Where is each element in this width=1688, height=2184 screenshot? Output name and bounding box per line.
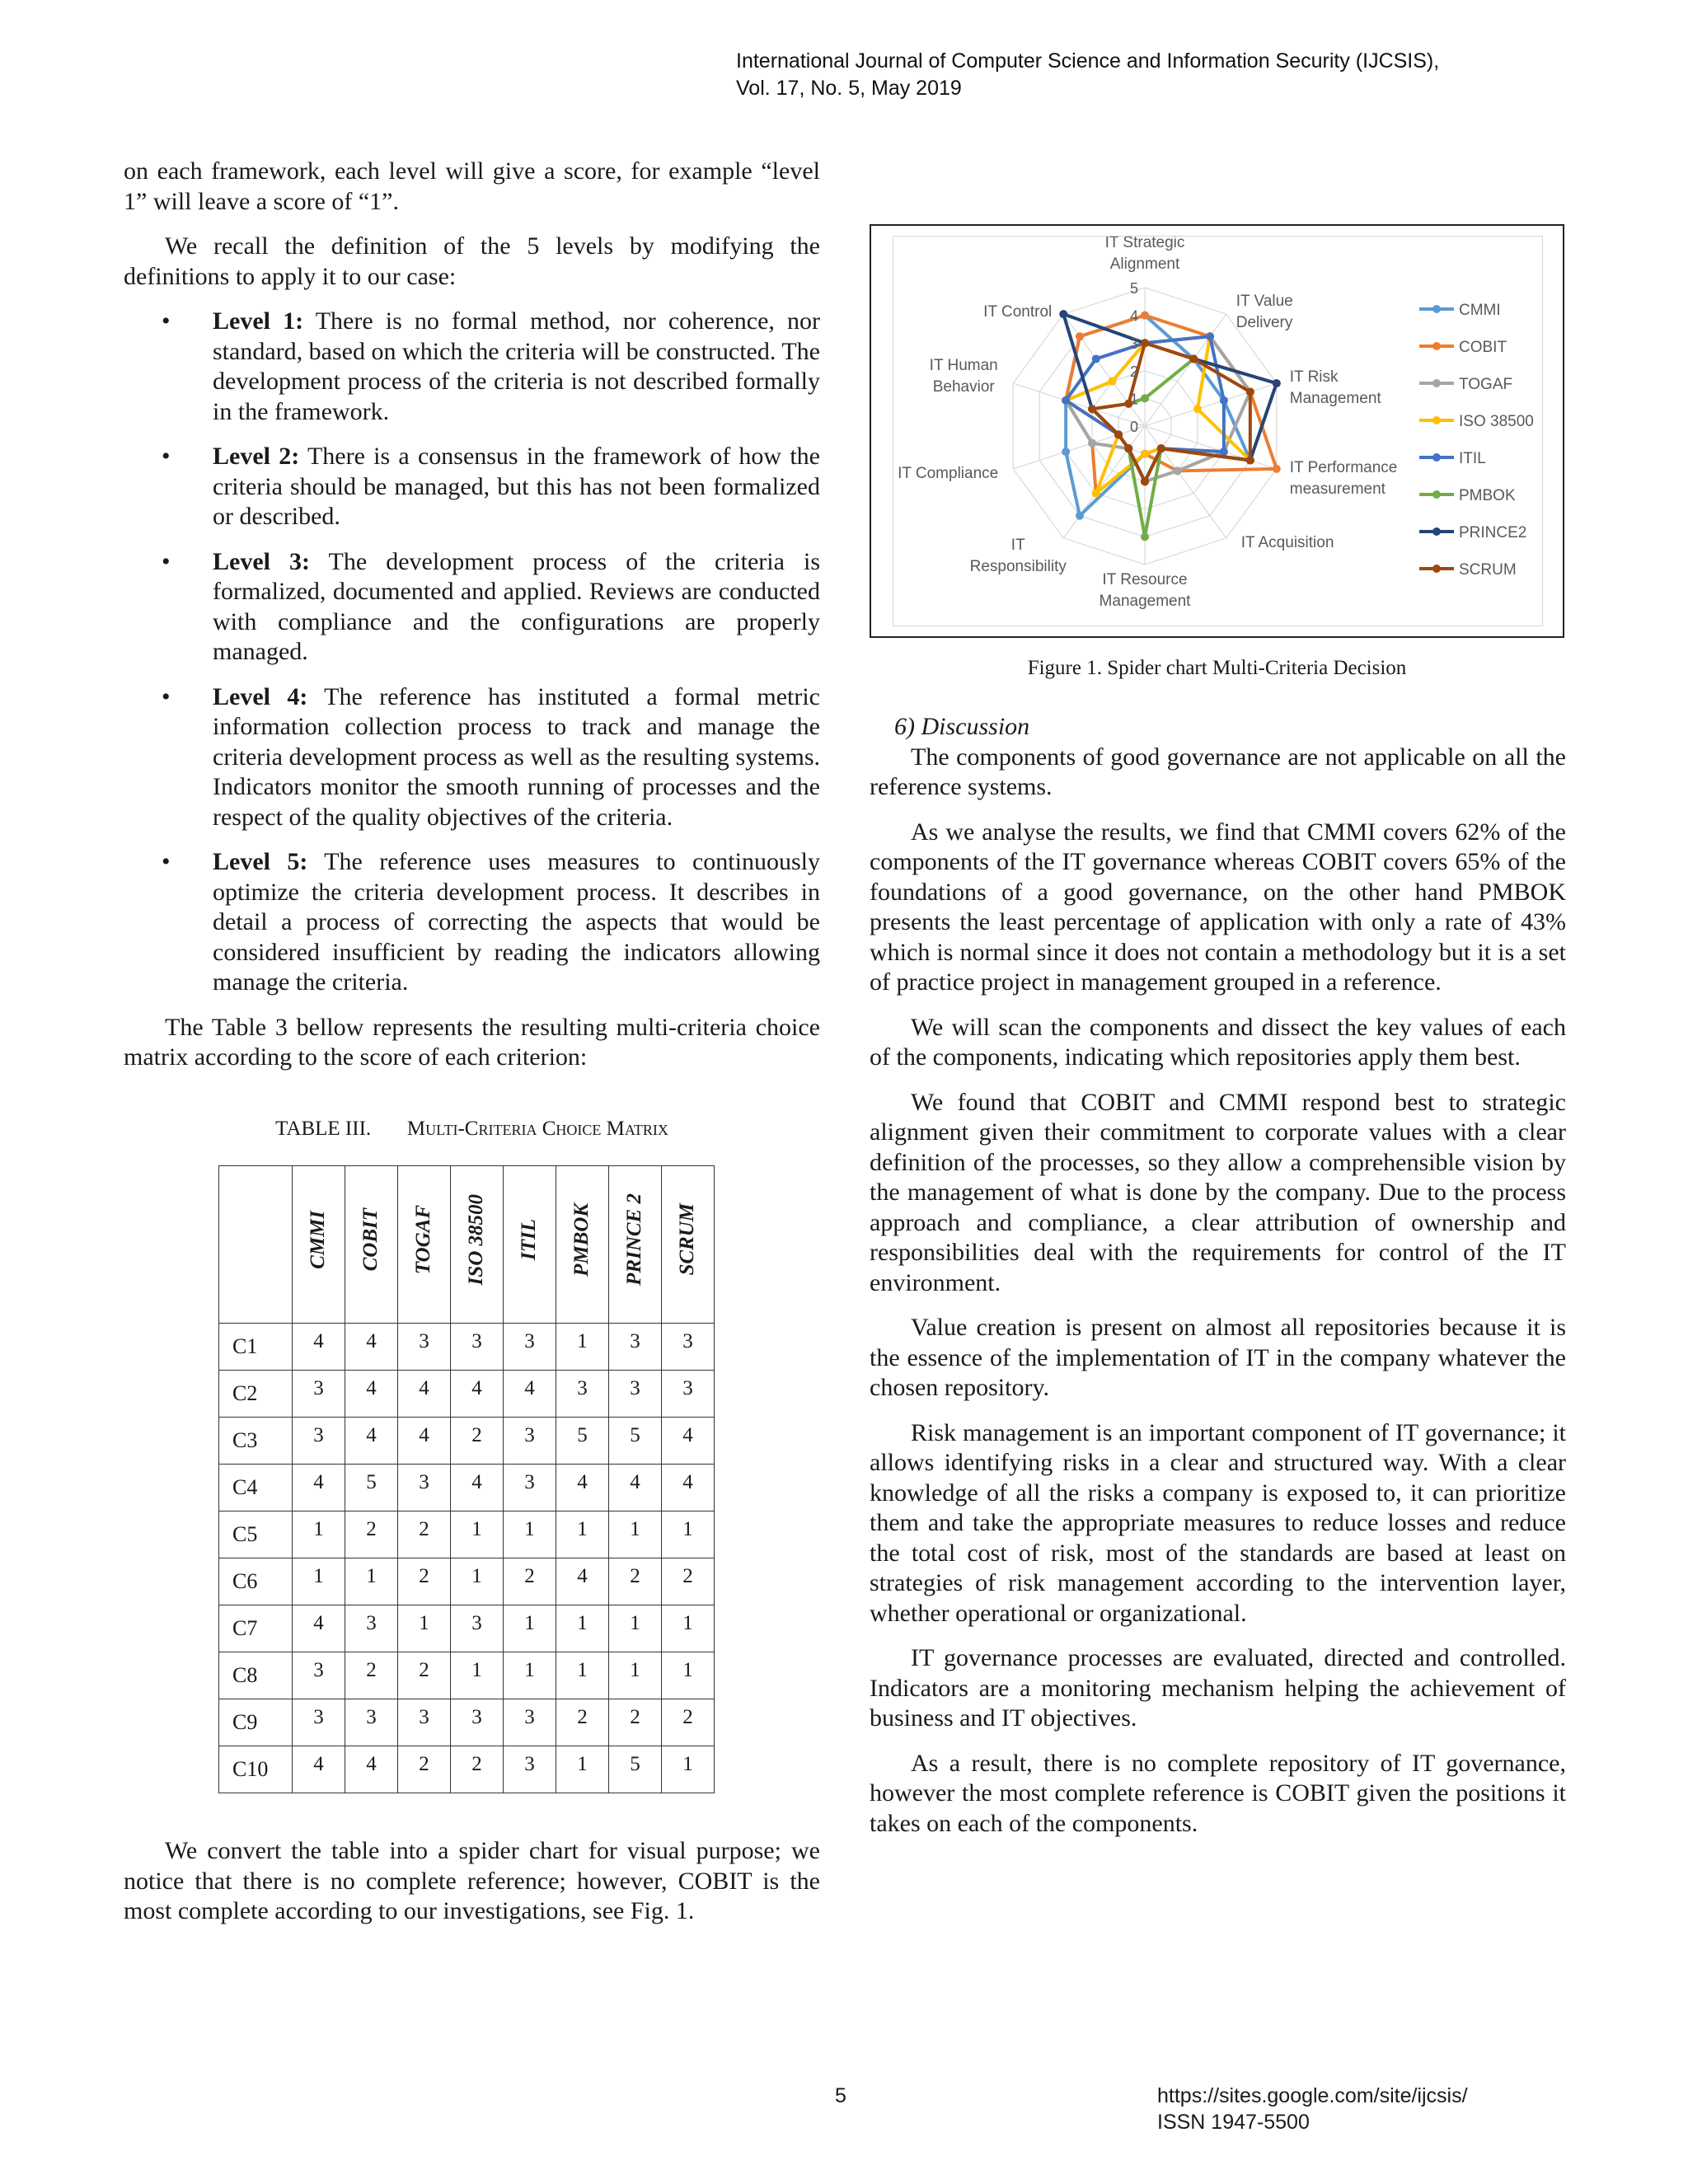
table-cell: 4 [293,1746,345,1793]
table-row [219,1324,715,1371]
table-cell: 4 [293,1465,345,1511]
table-cell: 1 [345,1558,398,1605]
table-cell: 1 [398,1605,451,1652]
paragraph: As we analyse the results, we find that CMMI covers 62% of the components of the IT governance whereas COBIT covers 65% of the foundations of a good governance, on the other hand PMBOK presents the least percentage of application with only a rate of 43% which is normal since it does not contain a methodology but it is a set of practice project in management grouped in a reference. [870,818,1566,996]
data-point [1141,532,1149,541]
table-cell: 2 [345,1652,398,1699]
table-row [219,1746,715,1793]
row-label: C10 [219,1746,293,1793]
legend-label: COBIT [1459,339,1507,356]
table-cell: 3 [451,1699,504,1746]
page-number: 5 [835,2084,846,2107]
level-label: Level 1: [213,307,304,335]
table-cell: 1 [609,1511,662,1558]
table-cell: 1 [662,1652,715,1699]
journal-title: International Journal of Computer Science and Information Security (IJCSIS), [736,49,1440,73]
legend-label: TOGAF [1459,376,1513,393]
table-cell: 1 [556,1605,609,1652]
table-cell: 1 [504,1652,556,1699]
table-cell: 5 [345,1465,398,1511]
table-cell: 4 [451,1465,504,1511]
row-label: C3 [219,1418,293,1465]
tick-label: 2 [1129,363,1138,380]
data-point [1141,394,1149,402]
tick-label: 0 [1129,419,1138,435]
table-cell: 1 [293,1558,345,1605]
series-line-scrum [1092,343,1250,481]
footer-issn: ISSN 1947-5500 [1157,2111,1310,2134]
table-cell: 5 [556,1418,609,1465]
figure-caption: Figure 1. Spider chart Multi-Criteria Decision [1027,657,1407,679]
axis-label: Behavior [932,378,995,396]
table-cell: 2 [504,1558,556,1605]
table-cell: 2 [345,1511,398,1558]
data-point [1193,405,1202,413]
table-cell: 4 [345,1746,398,1793]
data-point [1088,439,1096,448]
table-cell: 3 [293,1699,345,1746]
axis-label: IT Compliance [898,464,999,482]
table-cell: 3 [398,1699,451,1746]
journal-volume: Vol. 17, No. 5, May 2019 [736,77,962,100]
data-point [1109,377,1117,386]
table-cell: 1 [504,1605,556,1652]
legend-label: PMBOK [1459,487,1516,504]
data-point [1173,466,1181,475]
level-text: There is a consensus in the framework of how the criteria should be managed, but this has not been formalized or described. [213,443,820,530]
legend-marker [1432,379,1441,387]
list-item [124,547,820,668]
table-cell: 2 [398,1558,451,1605]
table-cell: 1 [662,1746,715,1793]
legend-label: SCRUM [1459,561,1517,579]
table-cell: 1 [451,1652,504,1699]
table-cell: 4 [398,1418,451,1465]
section-heading: 6) Discussion [894,713,1030,740]
paragraph: We recall the definition of the 5 levels by modifying the definitions to apply it to our case: [124,232,820,290]
legend-marker [1432,527,1441,536]
table-cell: 1 [293,1511,345,1558]
data-point [1076,332,1084,340]
journal-header [736,48,1439,102]
list-item [124,442,820,532]
data-point [1092,490,1100,498]
data-point [1220,448,1228,456]
axis-label: IT [1010,536,1025,554]
row-label: C8 [219,1652,293,1699]
table-cell: 1 [556,1324,609,1371]
data-point [1141,477,1149,485]
table-cell: 1 [556,1511,609,1558]
table-number: TABLE III. [275,1117,372,1140]
table-cell: 4 [556,1465,609,1511]
table-row [219,1418,715,1465]
table-row [219,1371,715,1418]
table-cell: 3 [398,1324,451,1371]
data-point [1273,379,1281,387]
levels-list [124,307,820,998]
table-cell: 2 [398,1746,451,1793]
table-cell: 3 [504,1418,556,1465]
legend-marker [1432,416,1441,424]
legend-label: ITIL [1459,450,1486,467]
paragraph: IT governance processes are evaluated, directed and controlled. Indicators are a monitoring mechanism helping the achievement of business and IT objectives. [870,1644,1566,1732]
footer-links [1157,2083,1468,2135]
table-cell: 1 [609,1605,662,1652]
table-cell: 3 [398,1465,451,1511]
row-label: C4 [219,1465,293,1511]
axis-label: IT Strategic [1104,237,1185,251]
data-point [1273,465,1281,473]
table-cell: 2 [662,1699,715,1746]
table-cell: 3 [662,1371,715,1418]
data-point [1124,444,1132,452]
table-cell: 4 [398,1371,451,1418]
legend-label: ISO 38500 [1459,413,1534,430]
row-label: C1 [219,1324,293,1371]
table-cell: 4 [293,1605,345,1652]
data-point [1141,450,1149,458]
data-point [1076,512,1084,520]
table-cell: 3 [451,1324,504,1371]
table-cell: 3 [504,1324,556,1371]
paragraph: Value creation is present on almost all repositories because it is the essence of the implementation of IT in the company whatever the chosen repository. [870,1314,1566,1401]
table-cell: 3 [609,1324,662,1371]
table-cell: 1 [609,1652,662,1699]
tick-label: 5 [1129,280,1138,297]
discussion-section [870,712,1566,1854]
level-text: The development process of the criteria is formalized, documented and applied. Reviews are conducted with compliance and the configurations are properly managed. [213,547,820,665]
table-cell: 2 [609,1558,662,1605]
table-cell: 2 [451,1746,504,1793]
table-body [219,1324,715,1793]
data-point [1220,396,1228,405]
axis-label: IT Human [929,357,998,375]
row-label: C9 [219,1699,293,1746]
footer-url[interactable]: https://sites.google.com/site/ijcsis/ [1157,2084,1468,2107]
axis-label: Delivery [1236,314,1293,332]
table-cell: 3 [504,1746,556,1793]
spider-chart [893,237,1542,626]
legend-marker [1432,342,1441,350]
data-point [1141,312,1149,320]
table-cell: 2 [451,1418,504,1465]
table-row [219,1652,715,1699]
data-point [1141,339,1149,347]
table-cell: 2 [609,1699,662,1746]
table-title: Multi-Criteria Choice Matrix [406,1117,668,1140]
legend-marker [1432,490,1441,499]
table-cell: 1 [451,1558,504,1605]
column-header: ISO 38500 [451,1166,504,1324]
table-cell: 1 [662,1511,715,1558]
table-cell: 3 [293,1652,345,1699]
level-text: There is no formal method, nor coherence, nor standard, based on which the criteria will be constructed. The development process of the criteria is not described formally in the framework. [213,307,820,425]
table-cell: 3 [504,1465,556,1511]
paragraph: As a result, there is no complete repository of IT governance, however the most complete reference is COBIT given the positions it takes on each of the components. [870,1749,1566,1837]
table-cell: 1 [504,1511,556,1558]
table-cell: 2 [662,1558,715,1605]
column-header: CMMI [293,1166,345,1324]
axis-label: Responsibility [969,557,1067,575]
table-cell: 4 [345,1371,398,1418]
table-cell: 3 [451,1605,504,1652]
axis-label: Management [1099,593,1191,610]
list-item [124,682,820,833]
table-cell: 3 [293,1418,345,1465]
table-cell: 3 [345,1699,398,1746]
legend-marker [1432,565,1441,573]
table-cell: 2 [398,1511,451,1558]
table-cell: 4 [504,1371,556,1418]
data-point [1246,387,1254,396]
level-label: Level 5: [213,848,308,875]
axis-label: IT Control [983,303,1053,321]
data-point [1246,457,1254,465]
data-point [1059,310,1067,318]
axis-label: IT Acquisition [1240,533,1334,551]
column-header: TOGAF [398,1166,451,1324]
table-cell: 2 [556,1699,609,1746]
tick-label: 1 [1129,391,1138,408]
table-cell: 4 [609,1465,662,1511]
legend-label: CMMI [1459,302,1501,319]
table-caption [124,1114,820,1145]
chart-area [893,236,1543,626]
row-label: C6 [219,1558,293,1605]
axis-label: measurement [1289,480,1386,498]
data-point [1092,354,1100,363]
table-cell: 3 [345,1605,398,1652]
table-cell: 3 [293,1371,345,1418]
column-header: SCRUM [662,1166,715,1324]
choice-matrix-table [218,1165,715,1793]
data-point [1206,332,1214,340]
tick-label: 4 [1129,307,1138,325]
table-row [219,1558,715,1605]
legend-marker [1432,453,1441,462]
column-header: PMBOK [556,1166,609,1324]
paragraph: The Table 3 bellow represents the resulting multi-criteria choice matrix according to the score of each criterion: [124,1013,820,1071]
table-corner [219,1166,293,1324]
table-cell: 1 [556,1652,609,1699]
table-cell: 4 [662,1465,715,1511]
axis-label: IT Value [1236,293,1293,311]
list-item [124,847,820,998]
level-label: Level 4: [213,682,308,710]
table-cell: 5 [609,1418,662,1465]
paragraph: We will scan the components and dissect the key values of each of the components, indicating which repositories apply them best. [870,1013,1566,1071]
list-item [124,307,820,427]
table-cell: 1 [451,1511,504,1558]
data-point [1062,448,1070,456]
data-point [1189,354,1198,363]
paragraph: on each framework, each level will give a score, for example “level 1” will leave a score of “1”. [124,157,820,215]
table-cell: 4 [293,1324,345,1371]
axis-label: IT Performance [1289,458,1398,476]
table-cell: 1 [556,1746,609,1793]
table-cell: 3 [556,1371,609,1418]
table-cell: 4 [345,1324,398,1371]
column-header: COBIT [345,1166,398,1324]
data-point [1157,444,1165,452]
table-cell: 4 [662,1418,715,1465]
table-cell: 1 [662,1605,715,1652]
table-row [219,1465,715,1511]
grid-spoke [1145,426,1226,538]
table-cell: 5 [609,1746,662,1793]
axis-label: Management [1289,390,1381,408]
row-label: C5 [219,1511,293,1558]
paragraph: Risk management is an important component of IT governance; it allows identifying risks in a clear and structured way. With a clear knowledge of all the risks a company is exposed to, it can prioritize them and take the appropriate measures to reduce losses and reduce the total cost of risk, most of the standards are based at least on strategies of risk management according to the intervention layer, whether operational or organizational. [870,1418,1566,1627]
paragraph: The components of good governance are not applicable on all the reference systems. [870,743,1566,800]
level-label: Level 2: [213,443,300,470]
table-row [219,1605,715,1652]
column-header: PRINCE 2 [609,1166,662,1324]
axis-label: IT Risk [1289,368,1339,387]
data-point [1088,405,1096,413]
left-column [124,157,820,1942]
table-cell: 3 [504,1699,556,1746]
level-text: The reference has instituted a formal metric information collection process to track and manage the criteria development process as well as the resulting systems. Indicators monitor the smooth running of processes and the respect of the quality objectives of the criteria. [213,682,820,831]
table-cell: 4 [556,1558,609,1605]
paragraph: We convert the table into a spider chart for visual purpose; we notice that there is no complete reference; however, COBIT is the most complete according to our investigations, see Fig. 1. [124,1837,820,1924]
level-label: Level 3: [213,547,311,575]
table-cell: 4 [451,1371,504,1418]
data-point [1062,396,1070,405]
grid-spoke [1063,426,1145,538]
table-row [219,1699,715,1746]
legend-marker [1432,305,1441,313]
row-label: C2 [219,1371,293,1418]
paragraph: We found that COBIT and CMMI respond best to strategic alignment given their commitment to corporate values with a clear definition of the processes, so they allow a comprehensible vision by the management of what is done by the company. Due to the process approach and compliance, a clear attribution of ownership and responsibilities deal with the requirements for control of the IT environment. [870,1088,1566,1296]
figure-frame [870,224,1564,638]
table-cell: 3 [662,1324,715,1371]
legend-label: PRINCE2 [1459,524,1527,541]
table-cell: 4 [345,1418,398,1465]
axis-label: IT Resource [1102,571,1188,588]
table-row [219,1511,715,1558]
row-label: C7 [219,1605,293,1652]
axis-label: Alignment [1109,255,1180,273]
data-point [1114,430,1123,438]
level-text: The reference uses measures to continuously optimize the criteria development process. It describes in detail a process of correcting the aspects that would be considered insufficient by reading the indicators allowing manage the criteria. [213,848,820,996]
table-cell: 3 [609,1371,662,1418]
table-header-row [219,1166,715,1324]
table-cell: 2 [398,1652,451,1699]
column-header: ITIL [504,1166,556,1324]
tick-label: 3 [1129,335,1138,353]
